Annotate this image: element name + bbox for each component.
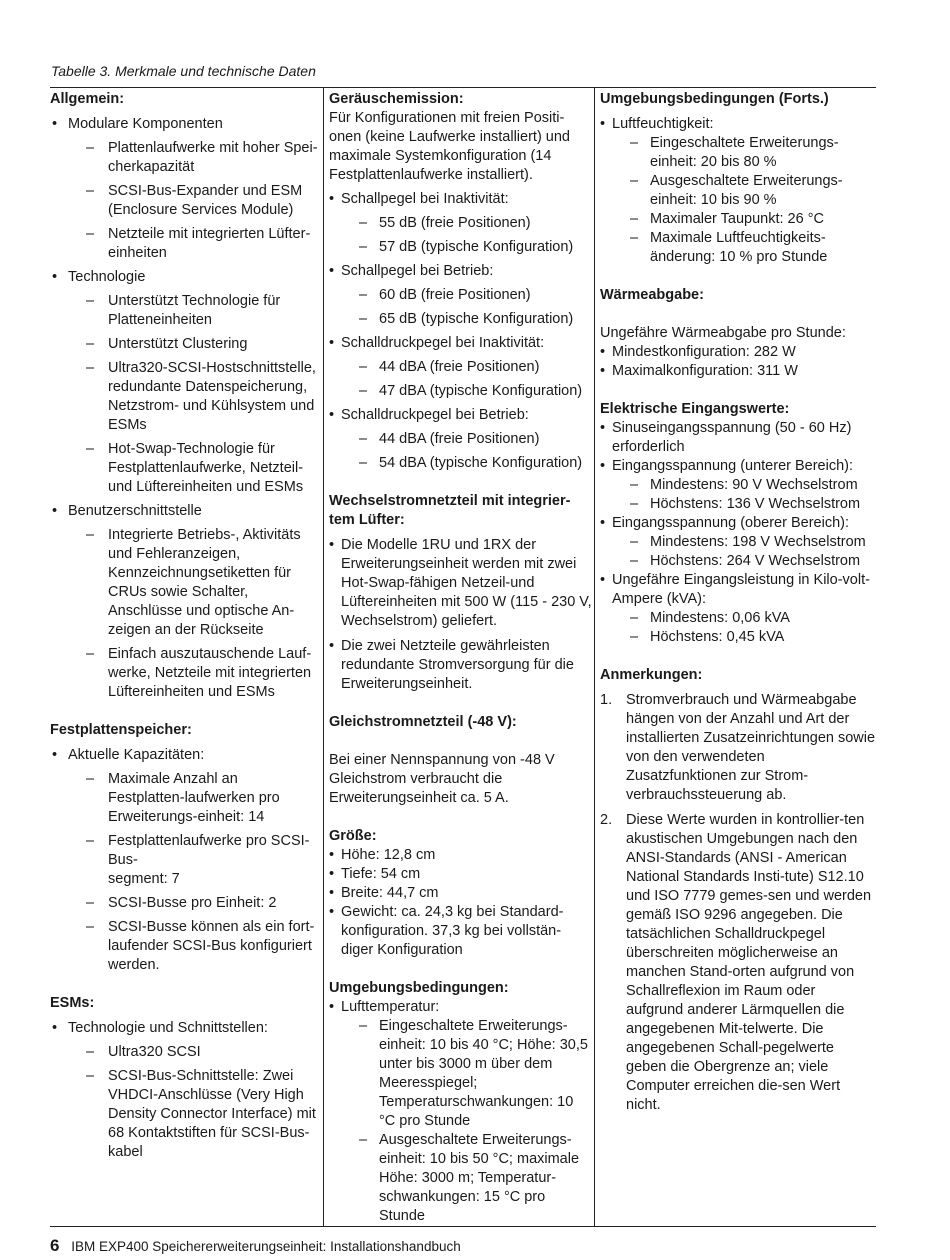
item-text: Technologie xyxy=(68,269,146,285)
section-intro: Für Konfigurationen mit freien Positi-onen (keine Laufwerke installiert) und maximale Systemkonfiguration (14 Festplattenlaufwerke installiert). xyxy=(329,110,570,183)
sub-item: – 60 dB (freie Positionen) xyxy=(341,286,592,305)
section-gleichstromnetzteil xyxy=(329,713,592,808)
page-footer xyxy=(50,1236,461,1257)
list-item: • Breite: 44,7 cm xyxy=(329,884,592,903)
sub-item: – SCSI-Bus-Expander und ESM (Enclosure Services Module) xyxy=(68,182,318,220)
footer-title: IBM EXP400 Speichererweiterungseinheit: Installationshandbuch xyxy=(71,1239,461,1254)
item-text: Schalldruckpegel bei Inaktivität: xyxy=(341,335,545,351)
item-text: Lufttemperatur: xyxy=(341,999,440,1015)
section-title: ESMs: xyxy=(50,995,95,1011)
sub-item: – Eingeschaltete Erweiterungs-einheit: 20 bis 80 % xyxy=(612,134,876,172)
list-item xyxy=(50,268,318,497)
note-text: Diese Werte wurden in kontrollier-ten akustischen Umgebungen nach den ANSI-Standards (ANSI - American National Standards Insti-tute) S12.10 und ISO 7779 gemes-sen und werden gemäß ISO 9296 angegeben. Die tatsächlichen Schalldruckpegel überschreiten möglicherweise an manchen Stand-orten aufgrund von Schallreflexion im Raum oder aufgrund anderer Lärmquellen die angegebenen Mit-telwerte. Die angegebenen Schall-pegelwerte geben die Obergrenze an; viele Computer erreichen die-sen Wert nicht. xyxy=(626,812,872,1113)
item-text: Aktuelle Kapazitäten: xyxy=(68,747,205,763)
sub-item: – Plattenlaufwerke mit hoher Spei-cherkapazität xyxy=(68,139,318,177)
section-title: Festplattenspeicher: xyxy=(50,722,192,738)
sub-item xyxy=(68,832,318,889)
sub-item: – Höchstens: 0,45 kVA xyxy=(612,628,876,647)
bullet-list xyxy=(50,115,318,702)
sub-item: – Unterstützt Technologie für Platteneinheiten xyxy=(68,292,318,330)
section-title: Anmerkungen: xyxy=(600,667,703,683)
note-item xyxy=(600,691,876,805)
sub-item-line: – Festplattenlaufwerke pro SCSI- xyxy=(108,833,310,849)
table-top-rule xyxy=(50,87,876,88)
section-geraeuschemission xyxy=(329,90,592,473)
list-item xyxy=(329,998,592,1226)
list-item xyxy=(329,262,592,329)
section-title: Größe: xyxy=(329,828,377,844)
item-text: Schallpegel bei Betrieb: xyxy=(341,263,494,279)
sub-item: – 44 dBA (freie Positionen) xyxy=(341,358,592,377)
list-item xyxy=(50,1019,318,1162)
sub-item: – Ultra320-SCSI-Hostschnittstelle, redundante Datenspeicherung, Netzstrom- und Kühlsystem und ESMs xyxy=(68,359,318,435)
list-item: • Höhe: 12,8 cm xyxy=(329,846,592,865)
list-item xyxy=(329,190,592,257)
sub-item-line: Bus- xyxy=(108,852,138,868)
sub-item: – 65 dB (typische Konfiguration) xyxy=(341,310,592,329)
list-item: • Tiefe: 54 cm xyxy=(329,865,592,884)
sub-item: – 47 dBA (typische Konfiguration) xyxy=(341,382,592,401)
item-text: Schalldruckpegel bei Betrieb: xyxy=(341,407,529,423)
sub-item: – Einfach auszutauschende Lauf-werke, Netzteile mit integrierten Lüftereinheiten und ESMs xyxy=(68,645,318,702)
section-umgebungsbedingungen xyxy=(329,979,592,1226)
section-title: Gleichstromnetzteil (-48 V): xyxy=(329,714,517,730)
list-item xyxy=(329,406,592,473)
sub-item: – Höchstens: 136 V Wechselstrom xyxy=(612,495,876,514)
section-title: Geräuschemission: xyxy=(329,91,464,107)
item-text: Eingangsspannung (oberer Bereich): xyxy=(612,515,849,531)
section-elektrische-eingangswerte xyxy=(600,400,876,647)
sub-item: – Ultra320 SCSI xyxy=(68,1043,318,1062)
section-title: Wärmeabgabe: xyxy=(600,287,704,303)
section-title: Allgemein: xyxy=(50,91,125,107)
list-item: • Gewicht: ca. 24,3 kg bei Standard-konfiguration. 37,3 kg bei vollstän-diger Konfiguration xyxy=(329,903,592,960)
section-wechselstromnetzteil xyxy=(329,492,592,694)
sub-item: – SCSI-Bus-Schnittstelle: Zwei VHDCI-Anschlüsse (Very High Density Connector Interface) mit 68 Kontaktstiften für SCSI-Bus-kabel xyxy=(68,1067,318,1162)
item-text: Eingangsspannung (unterer Bereich): xyxy=(612,458,854,474)
section-esms xyxy=(50,994,318,1162)
sub-item: – 54 dBA (typische Konfiguration) xyxy=(341,454,592,473)
item-text: Luftfeuchtigkeit: xyxy=(612,116,714,132)
item-text: Schallpegel bei Inaktivität: xyxy=(341,191,509,207)
sub-item: – Eingeschaltete Erweiterungs-einheit: 10 bis 40 °C; Höhe: 30,5 unter bis 3000 m über dem Meeresspiegel; Temperaturschwankungen: 10 °C pro Stunde xyxy=(341,1017,592,1131)
sub-item: – Maximale Anzahl an Festplatten-laufwerken pro Erweiterungs-einheit: 14 xyxy=(68,770,318,827)
section-festplattenspeicher xyxy=(50,721,318,975)
list-item: • Die Modelle 1RU und 1RX der Erweiterungseinheit werden mit zwei Hot-Swap-fähigen Netzeil-und Lüftereinheiten mit 500 W (115 - 230 V, Wechselstrom) geliefert. xyxy=(329,536,592,631)
column-2 xyxy=(329,90,592,1226)
column-3 xyxy=(600,90,876,1115)
sub-item: – Maximaler Taupunkt: 26 °C xyxy=(612,210,876,229)
list-item xyxy=(600,457,876,514)
sub-item: – Hot-Swap-Technologie für Festplattenlaufwerke, Netzteil-und Lüftereinheiten und ESMs xyxy=(68,440,318,497)
section-title: Elektrische Eingangswerte: xyxy=(600,401,790,417)
note-text: Stromverbrauch und Wärmeabgabe hängen von der Anzahl und Art der installierten Zusatzeinrichtungen sowie von den verwendeten Zusatzfunktionen zur Strom-verbrauchssteuerung ab. xyxy=(626,692,876,803)
section-intro: Ungefähre Wärmeabgabe pro Stunde: xyxy=(600,325,846,341)
list-item: • Sinuseingangsspannung (50 - 60 Hz) erforderlich xyxy=(600,419,876,457)
section-umgebungsbedingungen-forts xyxy=(600,90,876,267)
section-title: Umgebungsbedingungen: xyxy=(329,980,509,996)
list-item xyxy=(50,115,318,263)
table-caption: Tabelle 3. Merkmale und technische Daten xyxy=(51,63,316,79)
section-title: Umgebungsbedingungen (Forts.) xyxy=(600,91,829,107)
section-text: Bei einer Nennspannung von -48 V Gleichstrom verbraucht die Erweiterungseinheit ca. 5 A. xyxy=(329,752,555,806)
sub-item: – 44 dBA (freie Positionen) xyxy=(341,430,592,449)
section-title: Wechselstromnetzteil mit integrier-tem Lüfter: xyxy=(329,493,571,528)
page-number: 6 xyxy=(50,1236,60,1255)
item-text: Modulare Komponenten xyxy=(68,116,223,132)
section-waermeabgabe xyxy=(600,286,876,381)
list-item: • Maximalkonfiguration: 311 W xyxy=(600,362,876,381)
list-item xyxy=(50,502,318,702)
list-item: • Die zwei Netzteile gewährleisten redundante Stromversorgung für die Erweiterungseinheit. xyxy=(329,637,592,694)
sub-item: – 57 dB (typische Konfiguration) xyxy=(341,238,592,257)
sub-item-line: segment: 7 xyxy=(108,871,180,887)
sub-item: – SCSI-Busse pro Einheit: 2 xyxy=(68,894,318,913)
list-item xyxy=(600,514,876,571)
sub-item: – 55 dB (freie Positionen) xyxy=(341,214,592,233)
column-divider-2 xyxy=(594,88,595,1226)
item-text: Benutzerschnittstelle xyxy=(68,503,202,519)
item-text: Ungefähre Eingangsleistung in Kilo-volt-Ampere (kVA): xyxy=(612,572,870,607)
sub-item: – Integrierte Betriebs-, Aktivitäts und Fehleranzeigen, Kennzeichnungsetiketten für CRUs sowie Schalter, Anschlüsse und optische An-zeigen an der Rückseite xyxy=(68,526,318,640)
section-groesse xyxy=(329,827,592,960)
list-item xyxy=(600,115,876,267)
sub-item: – Mindestens: 0,06 kVA xyxy=(612,609,876,628)
list-item xyxy=(329,334,592,401)
sub-item: – Höchstens: 264 V Wechselstrom xyxy=(612,552,876,571)
note-number: 2. xyxy=(600,812,613,828)
list-item xyxy=(600,571,876,647)
sub-item: – Mindestens: 198 V Wechselstrom xyxy=(612,533,876,552)
list-item xyxy=(50,746,318,975)
item-text: Technologie und Schnittstellen: xyxy=(68,1020,268,1036)
sub-item: – Maximale Luftfeuchtigkeits-änderung: 10 % pro Stunde xyxy=(612,229,876,267)
sub-item: – SCSI-Busse können als ein fort-laufender SCSI-Bus konfiguriert werden. xyxy=(68,918,318,975)
note-number: 1. xyxy=(600,692,613,708)
sub-item: – Netzteile mit integrierten Lüfter-einheiten xyxy=(68,225,318,263)
sub-item: – Ausgeschaltete Erweiterungs-einheit: 10 bis 50 °C; maximale Höhe: 3000 m; Temperatur-schwankungen: 15 °C pro Stunde xyxy=(341,1131,592,1226)
column-divider-1 xyxy=(323,88,324,1226)
section-anmerkungen xyxy=(600,666,876,1115)
column-1 xyxy=(50,90,318,1162)
list-item: • Mindestkonfiguration: 282 W xyxy=(600,343,876,362)
table-bottom-rule xyxy=(50,1226,876,1227)
sub-item: – Unterstützt Clustering xyxy=(68,335,318,354)
sub-item: – Mindestens: 90 V Wechselstrom xyxy=(612,476,876,495)
sub-item: – Ausgeschaltete Erweiterungs-einheit: 10 bis 90 % xyxy=(612,172,876,210)
section-allgemein xyxy=(50,90,318,702)
note-item xyxy=(600,811,876,1115)
